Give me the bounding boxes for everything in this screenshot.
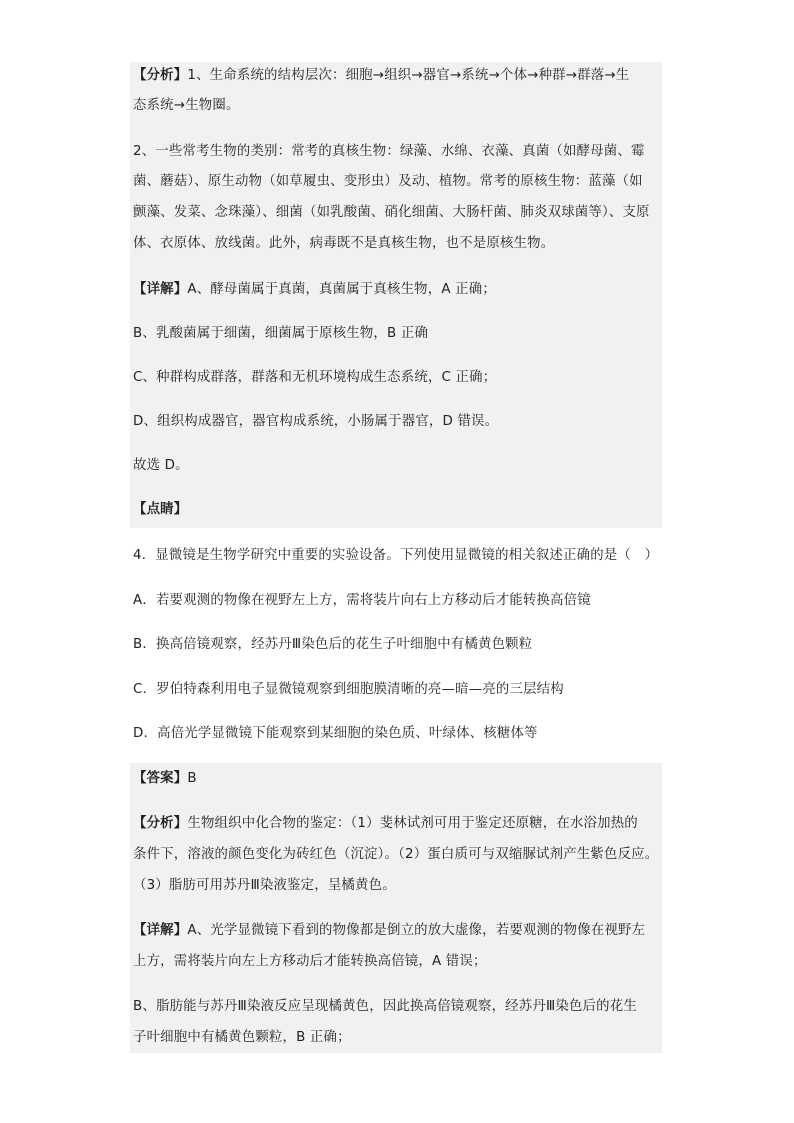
answer-value: B (187, 771, 197, 786)
detail-line: B、脂肪能与苏丹Ⅲ染液反应呈现橘黄色，因此换高倍镜观察，经苏丹Ⅲ染色后的花生 (133, 999, 637, 1014)
analysis-line: 条件下，溶液的颜色变化为砖红色（沉淀）。（2）蛋白质可与双缩脲试剂产生紫色反应。 (133, 847, 659, 862)
analysis-text: 1、生命系统的结构层次：细胞→组织→器官→系统→个体→种群→群落→生 (187, 68, 630, 83)
option-a: A．若要观测的物像在视野左上方，需将装片向右上方移动后才能转换高倍镜 (133, 593, 591, 608)
analysis-text: 生物组织中化合物的鉴定：（1）斐林试剂可用于鉴定还原糖，在水浴加热的 (187, 816, 638, 831)
analysis-line (133, 814, 638, 834)
analysis-line: （3）脂肪可用苏丹Ⅲ染液鉴定，呈橘黄色。 (133, 878, 396, 893)
detail-line: D、组织构成器官，器官构成系统，小肠属于器官，D 错误。 (133, 414, 499, 429)
detail-line: 子叶细胞中有橘黄色颗粒，B 正确； (133, 1030, 351, 1045)
detail-tag: 【详解】 (133, 282, 188, 297)
detail-line: C、种群构成群落，群落和无机环境构成生态系统，C 正确； (133, 370, 497, 385)
answer-tag: 【答案】 (133, 771, 188, 786)
choice-line: 故选 D。 (133, 458, 189, 473)
analysis-line: 2、一些常考生物的类别：常考的真核生物：绿藻、水绵、衣藻、真菌（如酵母菌、霉 (133, 144, 645, 159)
analysis-tag: 【分析】 (133, 68, 188, 83)
comment-tag: 【点睛】 (133, 502, 188, 517)
analysis-line: 菌、蘑菇）、原生动物（如草履虫、变形虫）及动、植物。常考的原核生物：蓝藻（如 (133, 174, 643, 189)
question-stem: 4．显微镜是生物学研究中重要的实验设备。下列使用显微镜的相关叙述正确的是（ ） (133, 548, 659, 563)
detail-text: A、光学显微镜下看到的物像都是倒立的放大虚像，若要观测的物像在视野左 (187, 923, 646, 938)
analysis-line: 态系统→生物圈。 (133, 98, 240, 113)
detail-text: A、酵母菌属于真菌，真菌属于真核生物，A 正确； (187, 282, 496, 297)
analysis-tag: 【分析】 (133, 816, 188, 831)
analysis-line (133, 66, 629, 86)
answer-line (133, 769, 197, 789)
analysis-line: 体、衣原体、放线菌。此外，病毒既不是真核生物，也不是原核生物。 (133, 236, 555, 251)
detail-line (133, 921, 645, 941)
analysis-line: 颤藻、发菜、念珠藻）、细菌（如乳酸菌、硝化细菌、大肠杆菌、肺炎双球菌等）、支原 (133, 205, 650, 220)
detail-line: 上方，需将装片向左上方移动后才能转换高倍镜，A 错误； (133, 954, 487, 969)
option-b: B．换高倍镜观察，经苏丹Ⅲ染色后的花生子叶细胞中有橘黄色颗粒 (133, 637, 533, 652)
option-c: C．罗伯特森利用电子显微镜观察到细胞膜清晰的亮—暗—亮的三层结构 (133, 682, 564, 697)
detail-line: B、乳酸菌属于细菌，细菌属于原核生物，B 正确 (133, 326, 429, 341)
detail-tag: 【详解】 (133, 923, 188, 938)
option-d: D．高倍光学显微镜下能观察到某细胞的染色质、叶绿体、核糖体等 (133, 726, 538, 741)
detail-line (133, 280, 496, 300)
